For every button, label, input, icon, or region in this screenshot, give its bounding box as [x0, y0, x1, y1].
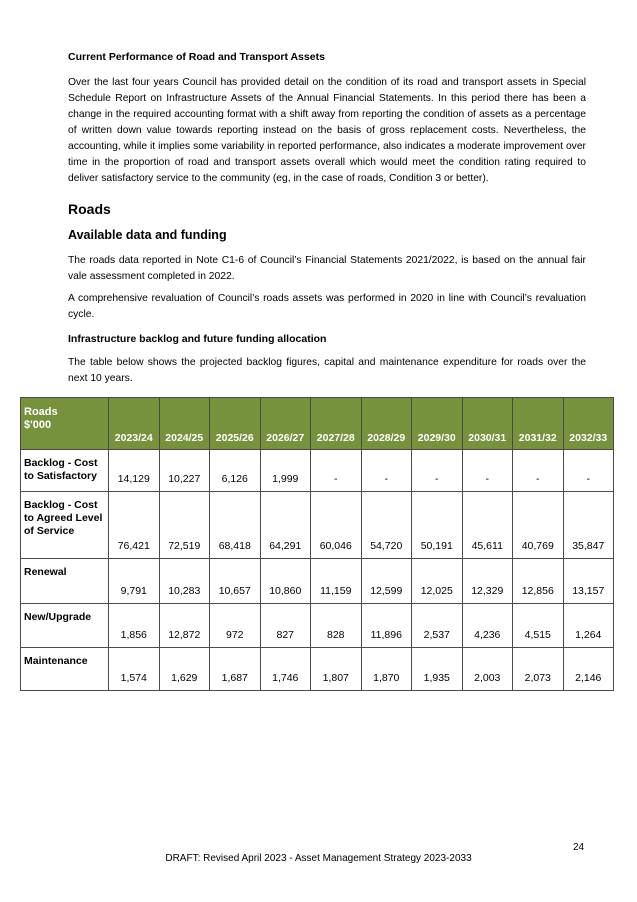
table-cell: 4,236: [462, 604, 513, 648]
table-cell: 1,870: [361, 648, 412, 691]
table-cell: -: [563, 450, 614, 492]
table-corner-header: [21, 398, 109, 450]
table-row: [21, 648, 614, 691]
year-header: 2025/26: [210, 398, 261, 450]
table-cell: 50,191: [412, 492, 463, 559]
table-row: [21, 604, 614, 648]
infrastructure-backlog-heading: Infrastructure backlog and future funding allocation: [68, 333, 327, 345]
year-header: 2029/30: [412, 398, 463, 450]
table-cell: 1,687: [210, 648, 261, 691]
row-label: Renewal: [21, 559, 109, 604]
table-cell: 72,519: [159, 492, 210, 559]
table-cell: 45,611: [462, 492, 513, 559]
table-cell: 12,599: [361, 559, 412, 604]
year-header: 2024/25: [159, 398, 210, 450]
table-cell: 76,421: [109, 492, 160, 559]
row-label: Backlog - Cost to Agreed Level of Service: [21, 492, 109, 559]
table-cell: 4,515: [513, 604, 564, 648]
table-cell: 9,791: [109, 559, 160, 604]
year-header: 2027/28: [311, 398, 362, 450]
page-number: 24: [573, 842, 585, 853]
table-cell: 60,046: [311, 492, 362, 559]
table-cell: 1,264: [563, 604, 614, 648]
available-data-paragraph-1: The roads data reported in Note C1-6 of Council’s Financial Statements 2021/2022, is based on the annual fair vale assessment completed in 2022.: [68, 255, 586, 282]
table-cell: 12,872: [159, 604, 210, 648]
table-row: [21, 492, 614, 559]
current-performance-heading: Current Performance of Road and Transport Assets: [68, 51, 325, 63]
table-cell: 40,769: [513, 492, 564, 559]
table-cell: 13,157: [563, 559, 614, 604]
table-cell: 10,657: [210, 559, 261, 604]
table-cell: 972: [210, 604, 261, 648]
table-cell: 1,746: [260, 648, 311, 691]
table-cell: 1,629: [159, 648, 210, 691]
table-cell: 64,291: [260, 492, 311, 559]
table-cell: 35,847: [563, 492, 614, 559]
year-header: 2032/33: [563, 398, 614, 450]
year-header: 2028/29: [361, 398, 412, 450]
row-label: New/Upgrade: [21, 604, 109, 648]
year-header: 2030/31: [462, 398, 513, 450]
table-cell: 10,283: [159, 559, 210, 604]
table-cell: 828: [311, 604, 362, 648]
table-cell: 12,025: [412, 559, 463, 604]
current-performance-paragraph: Over the last four years Council has provided detail on the condition of its road and transport assets in Special Schedule Report on Infrastructure Assets of the Annual Financial Statements. In this period there has been a change in the required accounting format with a shift away from reporting the condition of assets as a percentage of written down value towards reporting instead on the basis of gross replacement costs. Nevertheless, the accounting, while it implies some variability in reported performance, also indicates a moderate improvement over time in the proportion of road and transport assets overall which would meet the condition rating required to deliver satisfactory service to the community (eg, in the case of roads, Condition 3 or better).: [68, 77, 586, 184]
table-cell: 1,935: [412, 648, 463, 691]
year-header: 2031/32: [513, 398, 564, 450]
table-cell: 10,860: [260, 559, 311, 604]
table-cell: 1,574: [109, 648, 160, 691]
footer-text: DRAFT: Revised April 2023 - Asset Management Strategy 2023-2033: [165, 853, 472, 864]
year-header: 2023/24: [109, 398, 160, 450]
available-data-paragraph-2: A comprehensive revaluation of Council’s roads assets was performed in 2020 in line with Council’s revaluation cycle.: [68, 293, 586, 320]
table-cell: -: [412, 450, 463, 492]
table-cell: 827: [260, 604, 311, 648]
table-cell: 6,126: [210, 450, 261, 492]
table-cell: 2,146: [563, 648, 614, 691]
year-header: 2026/27: [260, 398, 311, 450]
table-row: [21, 559, 614, 604]
table-cell: 11,896: [361, 604, 412, 648]
table-cell: 1,856: [109, 604, 160, 648]
table-cell: 2,073: [513, 648, 564, 691]
table-cell: -: [361, 450, 412, 492]
table-cell: 10,227: [159, 450, 210, 492]
table-cell: 1,807: [311, 648, 362, 691]
available-data-heading: Available data and funding: [68, 228, 227, 242]
table-cell: -: [513, 450, 564, 492]
table-cell: 2,537: [412, 604, 463, 648]
table-cell: 11,159: [311, 559, 362, 604]
table-row: [21, 450, 614, 492]
row-label: Maintenance: [21, 648, 109, 691]
table-cell: 2,003: [462, 648, 513, 691]
table-cell: 1,999: [260, 450, 311, 492]
roads-funding-table: [20, 397, 614, 691]
table-cell: 12,329: [462, 559, 513, 604]
table-cell: -: [462, 450, 513, 492]
roads-heading: Roads: [68, 201, 111, 217]
table-cell: 68,418: [210, 492, 261, 559]
table-header-row: [21, 398, 614, 450]
table-cell: 14,129: [109, 450, 160, 492]
corner-units: $'000: [24, 419, 52, 431]
table-cell: 12,856: [513, 559, 564, 604]
corner-title: Roads: [24, 406, 58, 418]
infrastructure-backlog-paragraph: The table below shows the projected backlog figures, capital and maintenance expenditure for roads over the next 10 years.: [68, 357, 586, 384]
row-label: Backlog - Cost to Satisfactory: [21, 450, 109, 492]
table-cell: 54,720: [361, 492, 412, 559]
table-cell: -: [311, 450, 362, 492]
